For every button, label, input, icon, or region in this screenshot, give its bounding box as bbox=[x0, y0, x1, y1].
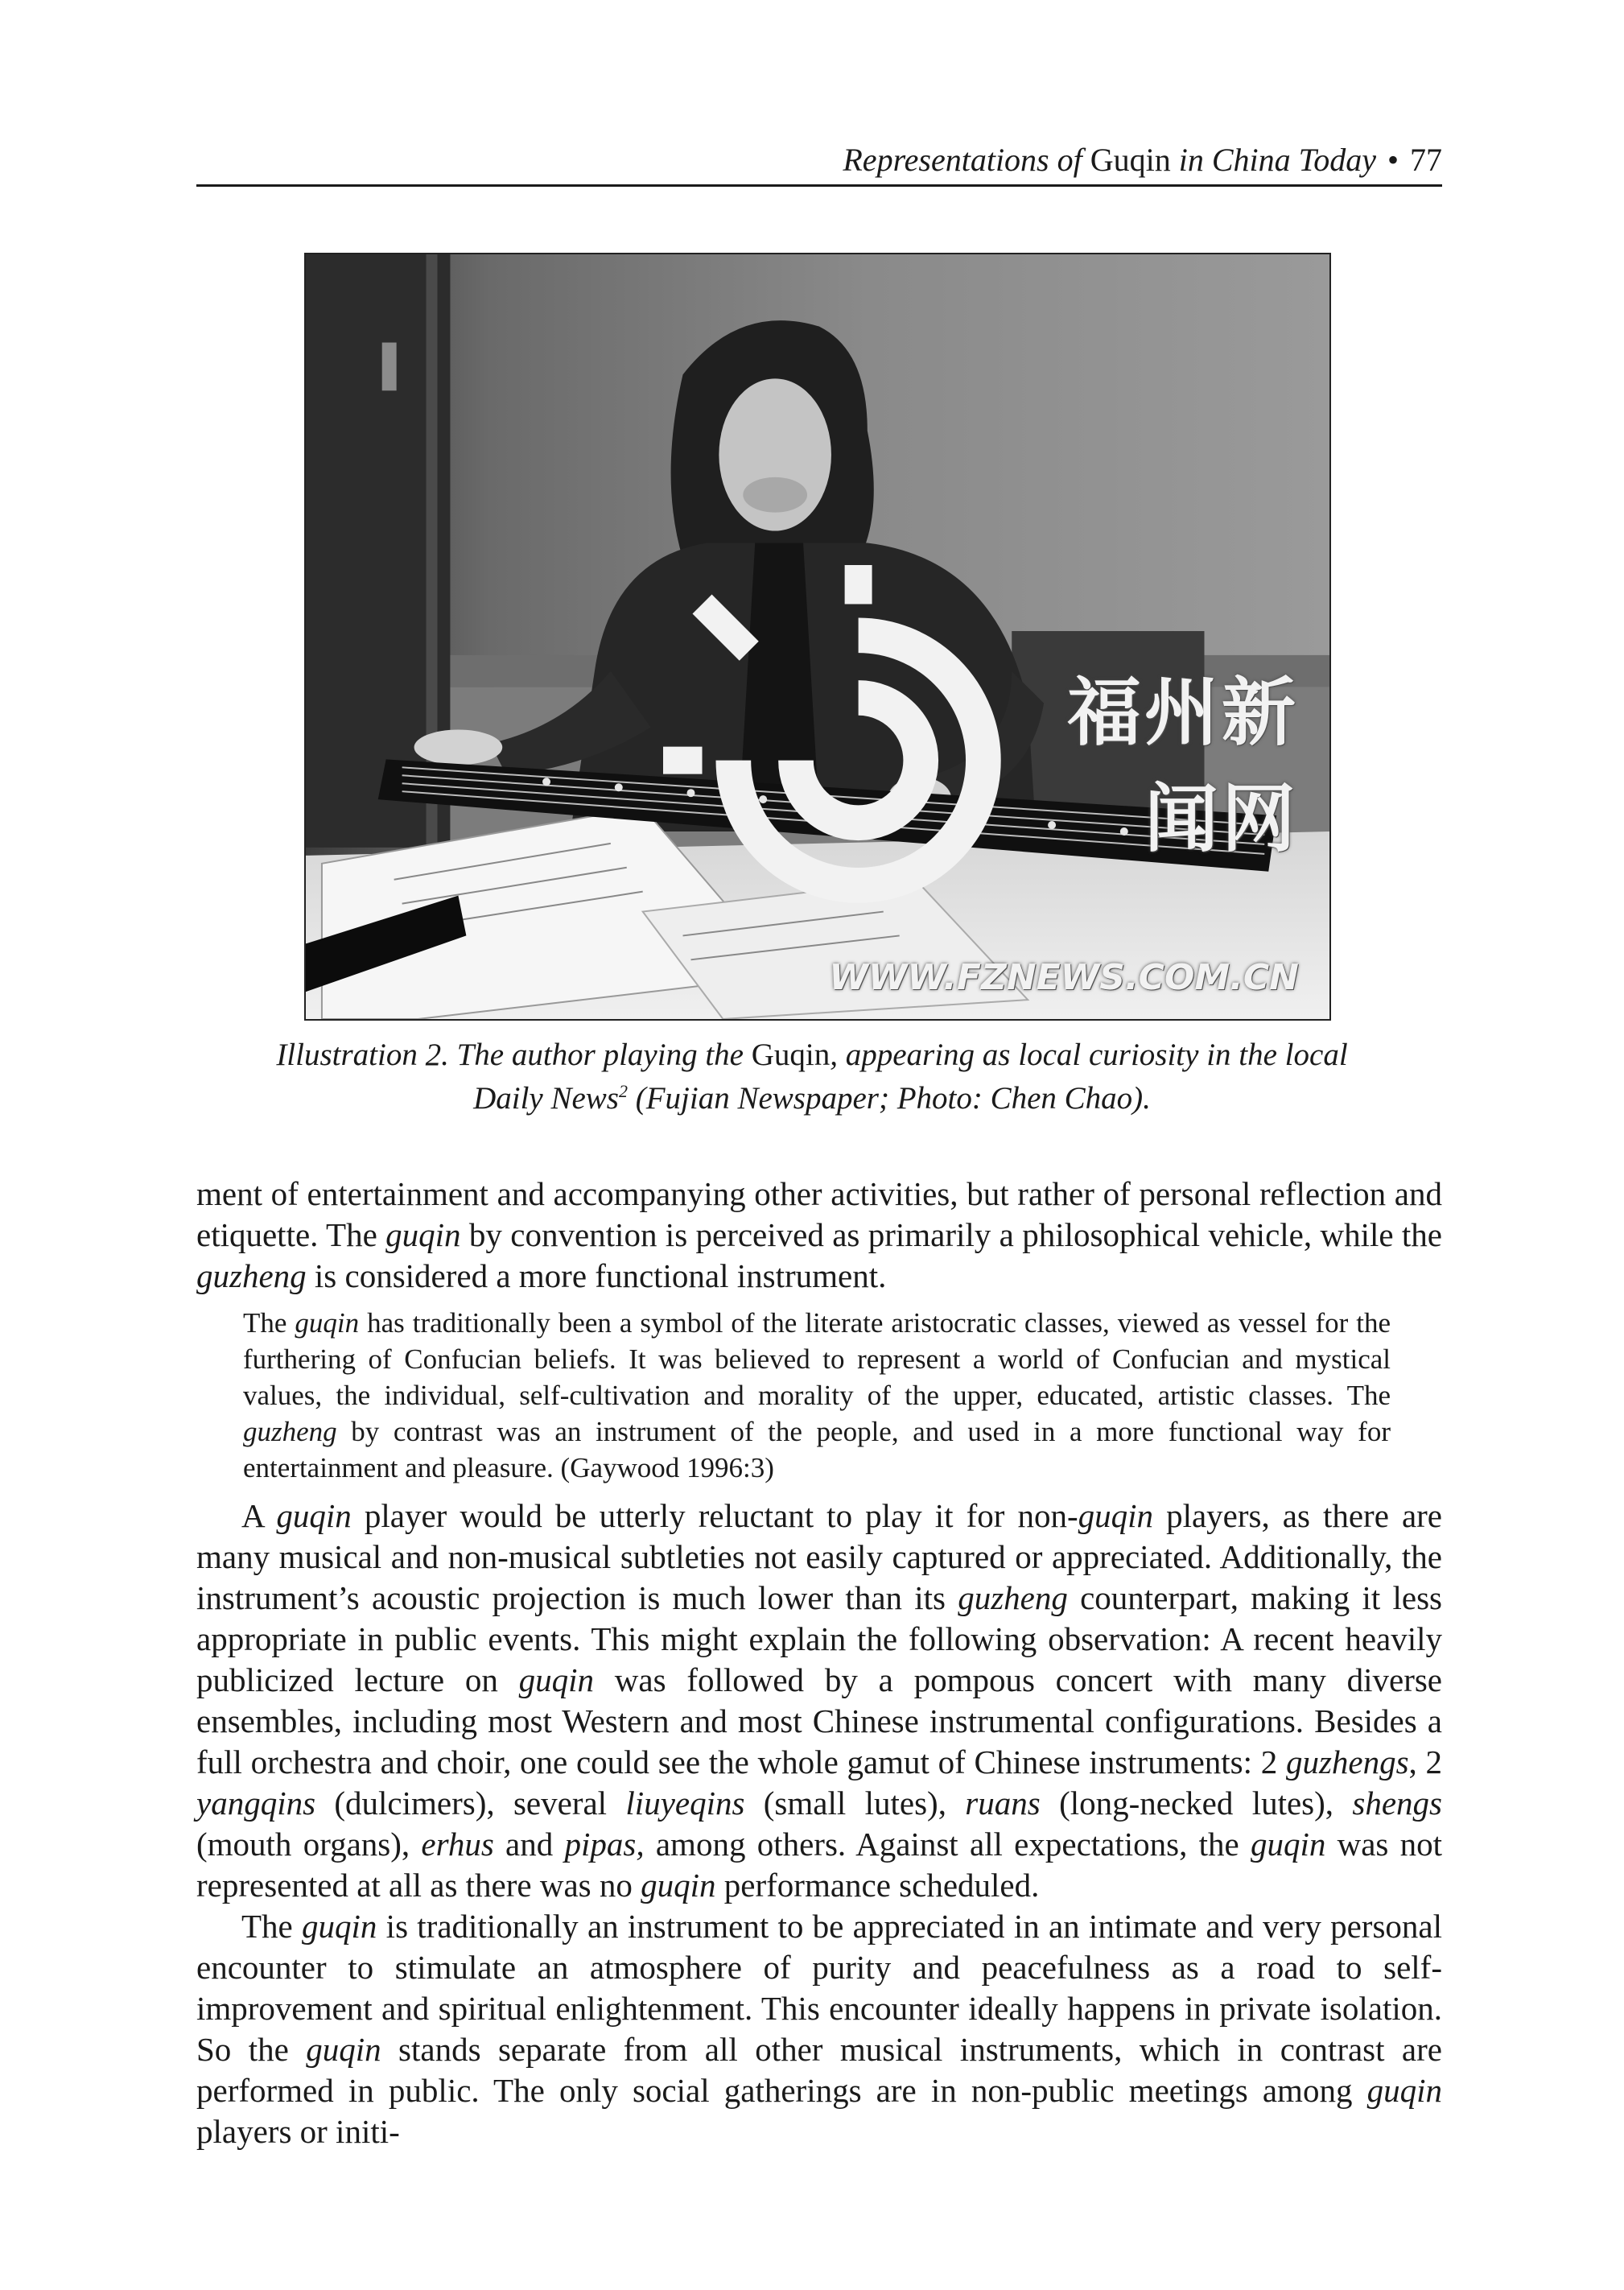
footnote-ref-2[interactable]: 2 bbox=[618, 1081, 628, 1101]
text-run: A bbox=[241, 1497, 277, 1534]
italic-term: pipas, bbox=[564, 1826, 645, 1863]
italic-term: guqin bbox=[1250, 1826, 1326, 1863]
text-run: The bbox=[241, 1908, 303, 1945]
text-run: performance scheduled. bbox=[715, 1867, 1040, 1904]
italic-term: guzheng bbox=[196, 1257, 307, 1294]
header-separator: • bbox=[1387, 142, 1399, 178]
block-quote-gaywood bbox=[243, 1305, 1391, 1486]
text-run: (small lutes), bbox=[744, 1785, 966, 1822]
italic-term: guqin bbox=[385, 1216, 461, 1253]
body-text bbox=[196, 1174, 1442, 2152]
text-run: by convention is perceived as primarily a philosophical vehicle, while the bbox=[460, 1216, 1442, 1253]
text-run: counterpart, making it less appropriate in public events. This might explain the following observation: A recent heavily publicized lecture on bbox=[196, 1579, 1442, 1698]
header-title-guqin: Guqin bbox=[1090, 142, 1171, 178]
text-run: was not represented at all as there was no bbox=[196, 1826, 1443, 1904]
text-run: (dulcimers), several bbox=[315, 1785, 626, 1822]
paragraph-guqin-player bbox=[196, 1496, 1442, 1906]
text-run: and bbox=[493, 1826, 565, 1863]
text-run: ment of entertainment and accompanying other activities, but rather of personal reflection and etiquette. The bbox=[196, 1175, 1442, 1253]
caption-guqin: Guqin bbox=[751, 1038, 831, 1072]
text-run: has traditionally been a symbol of the literate aristocratic classes, viewed as vessel for the furthering of Confucian beliefs. It was believed to represent a world of Confucian and mystical values, the individual, self-cultivation and morality of the upper, educated, artistic classes. The bbox=[243, 1307, 1391, 1411]
text-run: players, as there are many musical and non-musical subtleties not easily captured or appreciated. Additionally, the instrument’s acoustic projection is much lower than its bbox=[196, 1497, 1442, 1616]
italic-term: guqin bbox=[641, 1867, 716, 1904]
paragraph-guqin-intimate bbox=[196, 1906, 1442, 2152]
italic-term: guqin bbox=[295, 1307, 360, 1339]
photo-author-playing-guqin bbox=[304, 253, 1331, 1021]
italic-term: shengs bbox=[1352, 1785, 1442, 1822]
italic-term: guqin bbox=[276, 1497, 352, 1534]
page-number: 77 bbox=[1410, 142, 1442, 178]
text-run: stands separate from all other musical instruments, which in contrast are performed in public. The only social gatherings are in non-public meetings among bbox=[196, 2031, 1442, 2109]
caption-part3: (Fujian Newspaper; Photo: Chen Chao). bbox=[627, 1081, 1151, 1116]
italic-term: guqin bbox=[518, 1661, 595, 1698]
italic-term: ruans bbox=[965, 1785, 1041, 1822]
header-title-part1: Representations of bbox=[843, 142, 1082, 178]
fznews-logo-icon bbox=[663, 565, 1053, 955]
caption-part2: , appearing as local curiosity in the local Daily News bbox=[473, 1038, 1348, 1116]
running-header bbox=[196, 135, 1442, 187]
italic-term: guzhengs bbox=[1285, 1743, 1409, 1780]
text-run: (mouth organs), bbox=[196, 1826, 422, 1863]
text-run: by contrast was an instrument of the people, and used in a more functional way for entertainment and pleasure. (Gaywood 1996:3) bbox=[243, 1416, 1391, 1483]
italic-term: yangqins bbox=[196, 1785, 316, 1822]
text-run: was followed by a pompous concert with many diverse ensembles, including most Western and most Chinese instrumental configurations. Besides a full orchestra and choir, one could see the whole gamut of Chinese instruments: 2 bbox=[196, 1661, 1443, 1780]
newspaper-watermark bbox=[663, 565, 1299, 998]
text-run: is considered a more functional instrument. bbox=[306, 1257, 887, 1294]
watermark-url: WWW.FZNEWS.COM.CN bbox=[829, 957, 1299, 998]
italic-term: guzheng bbox=[958, 1579, 1068, 1616]
text-run: The bbox=[243, 1307, 295, 1339]
text-run: (long-necked lutes), bbox=[1040, 1785, 1353, 1822]
caption-part1: Illustration 2. The author playing the bbox=[276, 1038, 744, 1072]
figure-caption bbox=[241, 1034, 1383, 1120]
italic-term: liuyeqins bbox=[625, 1785, 745, 1822]
paragraph-continuation bbox=[196, 1174, 1442, 1297]
italic-term: erhus bbox=[421, 1826, 494, 1863]
italic-term: guzheng bbox=[243, 1416, 337, 1447]
text-run: , 2 bbox=[1408, 1743, 1442, 1780]
italic-term: guqin bbox=[302, 1908, 377, 1945]
text-run: players or initi- bbox=[196, 2113, 400, 2150]
text-run: is traditionally an instrument to be appreciated in an intimate and very personal encounter to stimulate an atmosphere of purity and peacefulness as a road to self-improvement and spiritual enlightenment. This encounter ideally happens in private isolation. So the bbox=[196, 1908, 1442, 2068]
text-run: player would be utterly reluctant to play it for non- bbox=[351, 1497, 1078, 1534]
header-title-part2: in China Today bbox=[1178, 142, 1376, 178]
watermark-chinese-text: 福州新闻网 bbox=[1066, 670, 1299, 863]
italic-term: guqin bbox=[306, 2031, 381, 2068]
italic-term: guqin bbox=[1078, 1497, 1154, 1534]
text-run: among others. Against all expectations, the bbox=[644, 1826, 1251, 1863]
italic-term: guqin bbox=[1366, 2072, 1442, 2109]
